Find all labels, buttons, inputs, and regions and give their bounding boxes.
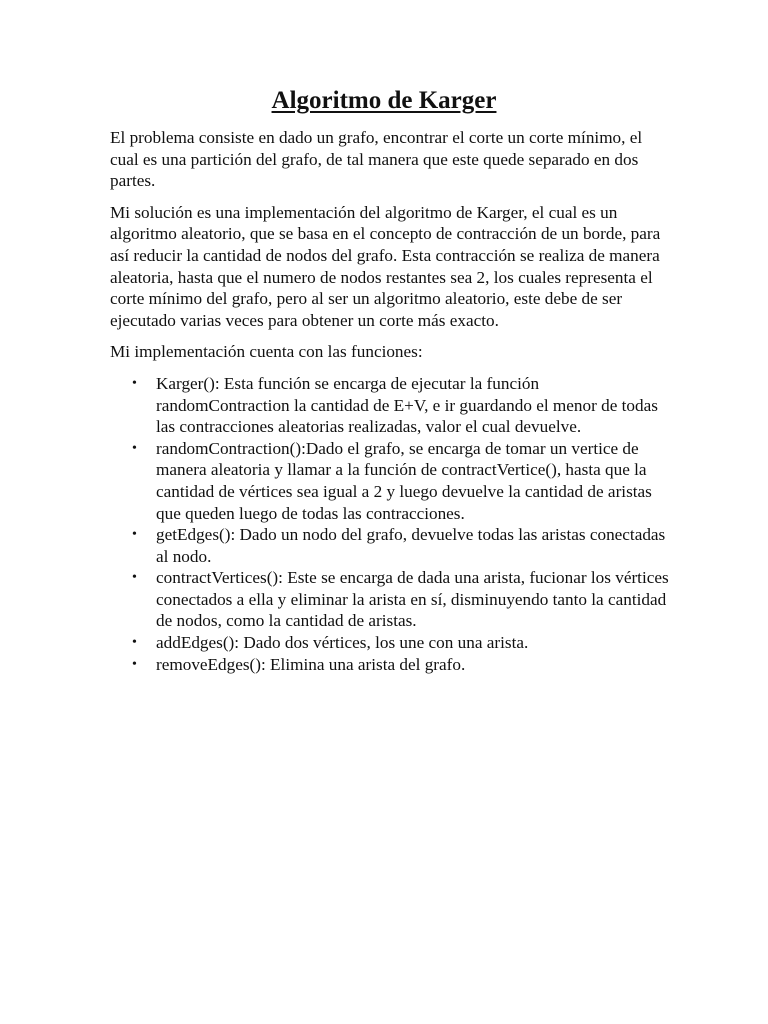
list-item-contract-vertices — [110, 567, 670, 632]
functions-intro-paragraph: Mi implementación cuenta con las funciones: — [110, 342, 423, 362]
bullet-icon: • — [132, 570, 137, 586]
list-item-karger — [110, 373, 670, 438]
list-item-get-edges — [110, 524, 670, 567]
bullet-icon: • — [132, 527, 137, 543]
list-item-text: contractVertices(): Este se encarga de dada una arista, fucionar los vértices conectados a ella y eliminar la arista en sí, disminuyendo tanto la cantidad de nodos, como la cantidad de aristas. — [156, 568, 669, 631]
list-item-text: randomContraction():Dado el grafo, se encarga de tomar un vertice de manera aleatoria y llamar a la función de contractVertice(), hasta que la cantidad de vértices sea igual a 2 y luego devuelve la cantidad de aristas que queden luego de todas las contracciones. — [156, 438, 652, 523]
intro-paragraph: El problema consiste en dado un grafo, encontrar el corte un corte mínimo, el cual es una partición del grafo, de tal manera que este quede separado en dos partes. — [110, 128, 643, 191]
bullet-icon: • — [132, 375, 137, 391]
solution-paragraph: Mi solución es una implementación del algoritmo de Karger, el cual es un algoritmo aleatorio, que se basa en el concepto de contracción de un borde, para así reducir la cantidad de nodos del grafo. Esta contracción se realiza de manera aleatoria, hasta que el numero de nodos restantes sea 2, los cuales representa el corte mínimo del grafo, pero al ser un algoritmo aleatorio, este debe de ser ejecutado varias veces para obtener un corte más exacto. — [110, 202, 661, 330]
list-item-text: getEdges(): Dado un nodo del grafo, devuelve todas las aristas conectadas al nodo. — [156, 525, 666, 566]
bullet-icon: • — [132, 635, 137, 651]
functions-list — [110, 373, 670, 675]
document-title: Algoritmo de Karger — [271, 87, 497, 114]
bullet-icon: • — [132, 440, 137, 456]
list-item-text: addEdges(): Dado dos vértices, los une con una arista. — [156, 633, 529, 653]
list-item-random-contraction — [110, 438, 670, 524]
list-item-text: Karger(): Esta función se encarga de ejecutar la función randomContraction la cantidad de E+V, e ir guardando el menor de todas las contracciones aleatorias realizadas, valor el cual devuelve. — [156, 373, 658, 437]
bullet-icon: • — [132, 656, 137, 672]
document-body — [110, 127, 670, 675]
list-item-remove-edges — [110, 654, 670, 676]
list-item-text: removeEdges(): Elimina una arista del grafo. — [156, 654, 466, 674]
list-item-add-edges — [110, 632, 670, 654]
